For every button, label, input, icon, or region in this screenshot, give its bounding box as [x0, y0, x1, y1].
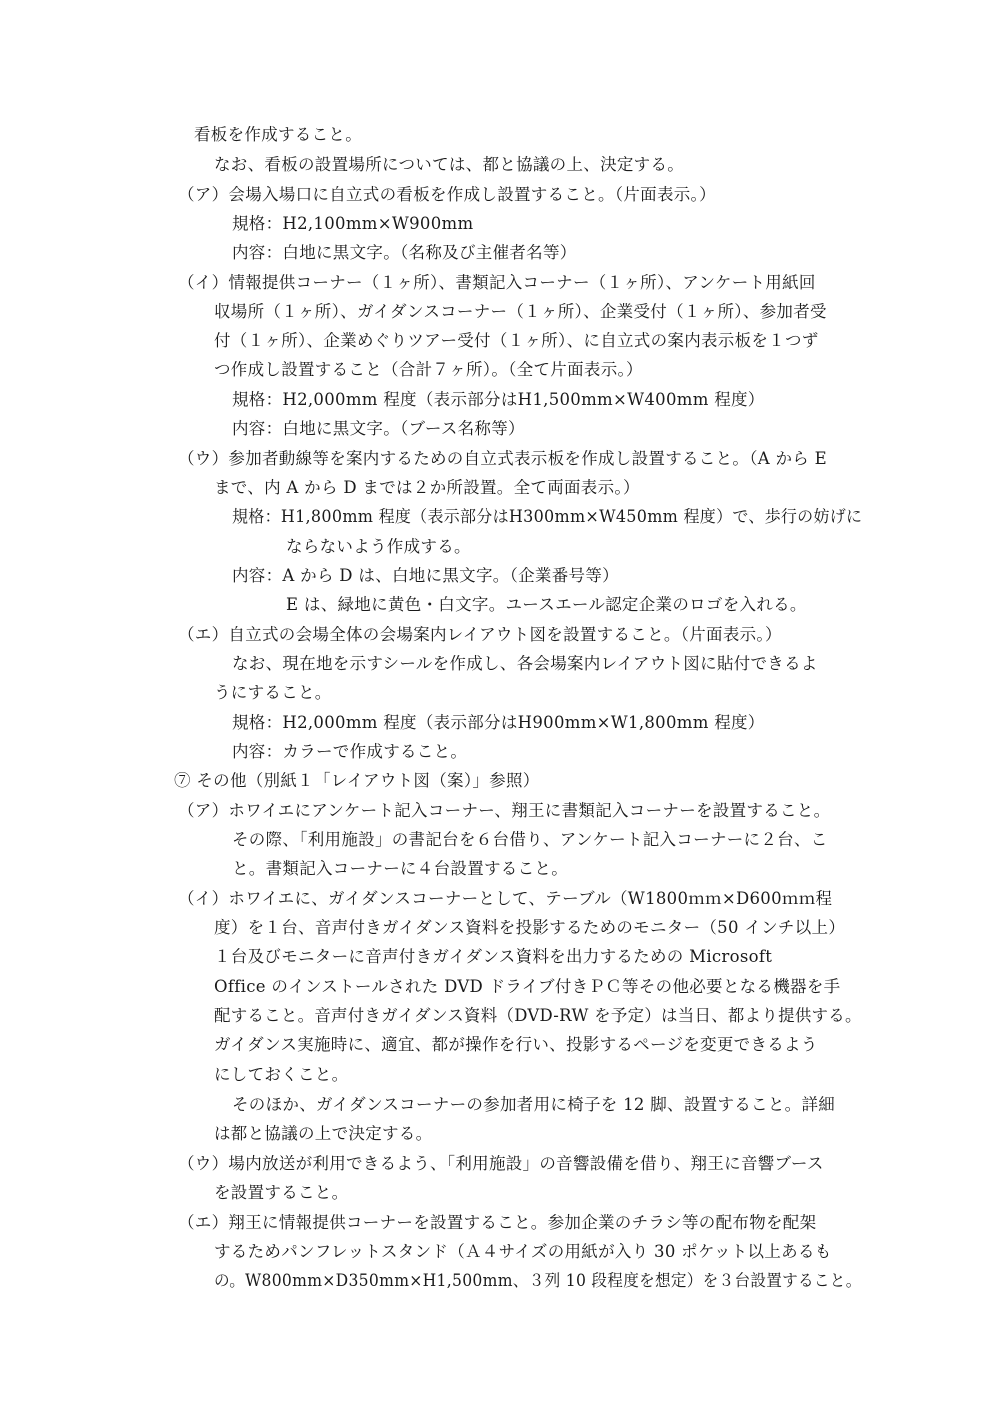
- text-line: と。書類記入コーナーに４台設置すること。: [232, 859, 568, 878]
- text-line: するためパンフレットスタンド（Ａ４サイズの用紙が入り 30 ポケット以上あるも: [214, 1242, 832, 1261]
- section-heading: ⑦ その他（別紙１「レイアウト図（案）」参照）: [174, 771, 540, 790]
- text-line: Office のインストールされた DVD ドライブ付きＰＣ等その他必要となる機器を手: [214, 977, 841, 996]
- text-line: は都と協議の上で決定する。: [214, 1124, 433, 1143]
- text-line: つ作成し設置すること（合計７ヶ所）。（全て片面表示。）: [214, 360, 643, 379]
- text-line: 規格：H2,000mm 程度（表示部分はH900mm×W1,800mm 程度）: [232, 713, 765, 732]
- text-line: にしておくこと。: [214, 1065, 349, 1084]
- text-line: なお、現在地を示すシールを作成し、各会場案内レイアウト図に貼付できるよ: [232, 654, 818, 673]
- text-line: 付（１ヶ所）、企業めぐりツアー受付（１ヶ所）、に自立式の案内表示板を１つず: [214, 331, 819, 350]
- text-line: （ウ）場内放送が利用できるよう、「利用施設」の音響設備を借り、翔王に音響ブース: [178, 1154, 824, 1173]
- text-line: （イ）情報提供コーナー（１ヶ所）、書類記入コーナー（１ヶ所）、アンケート用紙回: [178, 273, 816, 292]
- text-line: （ア）会場入場口に自立式の看板を作成し設置すること。（片面表示。）: [178, 185, 716, 204]
- text-line: （ア）ホワイエにアンケート記入コーナー、翔王に書類記入コーナーを設置すること。: [178, 801, 831, 820]
- text-line: １台及びモニターに音声付きガイダンス資料を出力するための Microsoft: [214, 947, 773, 966]
- text-line: 規格：H2,100mm×W900mm: [232, 214, 474, 233]
- text-line: を設置すること。: [214, 1183, 349, 1202]
- text-line: まで、内 A から D までは２か所設置。全て両面表示。）: [214, 478, 640, 497]
- text-line: 規格：H1,800mm 程度（表示部分はH300mm×W450mm 程度）で、歩行の妨げに: [232, 507, 863, 526]
- text-line: E は、緑地に黄色・白文字。ユースエール認定企業のロゴを入れる。: [286, 595, 807, 614]
- text-line: ガイダンス実施時に、適宜、都が操作を行い、投影するページを変更できるよう: [214, 1035, 818, 1054]
- text-line: （エ）自立式の会場全体の会場案内レイアウト図を設置すること。（片面表示。）: [178, 625, 782, 644]
- text-line: 規格：H2,000mm 程度（表示部分はH1,500mm×W400mm 程度）: [232, 390, 765, 409]
- text-line: そのほか、ガイダンスコーナーの参加者用に椅子を 12 脚、設置すること。詳細: [232, 1095, 836, 1114]
- text-line: （エ）翔王に情報提供コーナーを設置すること。参加企業のチラシ等の配布物を配架: [178, 1213, 817, 1232]
- text-line: （イ）ホワイエに、ガイダンスコーナーとして、テーブル（W1800ｍｍ×D600ｍｍ程: [178, 889, 833, 908]
- text-line: 内容：白地に黒文字。（ブース名称等）: [232, 419, 525, 438]
- text-line: 収場所（１ヶ所）、ガイダンスコーナー（１ヶ所）、企業受付（１ヶ所）、参加者受: [214, 302, 827, 321]
- text-line: 看板を作成すること。: [194, 125, 362, 144]
- text-line: （ウ）参加者動線等を案内するための自立式表示板を作成し設置すること。（A から E: [178, 449, 827, 468]
- text-line: ならないよう作成する。: [286, 537, 471, 556]
- text-line: うにすること。: [214, 683, 332, 702]
- text-line: 内容：白地に黒文字。（名称及び主催者名等）: [232, 243, 577, 262]
- text-line: 内容：A から D は、白地に黒文字。（企業番号等）: [232, 566, 619, 585]
- text-line: その際、「利用施設」の書記台を６台借り、アンケート記入コーナーに２台、こ: [232, 830, 828, 849]
- text-line: 度）を１台、音声付きガイダンス資料を投影するためのモニター（50 インチ以上）: [214, 918, 846, 937]
- text-line: 内容：カラーで作成すること。: [232, 742, 468, 761]
- text-line: の。W800mm×D350mm×H1,500mm、３列 10 段程度を想定）を３台設置すること。: [214, 1271, 862, 1290]
- text-line: なお、看板の設置場所については、都と協議の上、決定する。: [214, 155, 685, 174]
- text-line: 配すること。音声付きガイダンス資料（DVD-RW を予定）は当日、都より提供する。: [214, 1006, 862, 1025]
